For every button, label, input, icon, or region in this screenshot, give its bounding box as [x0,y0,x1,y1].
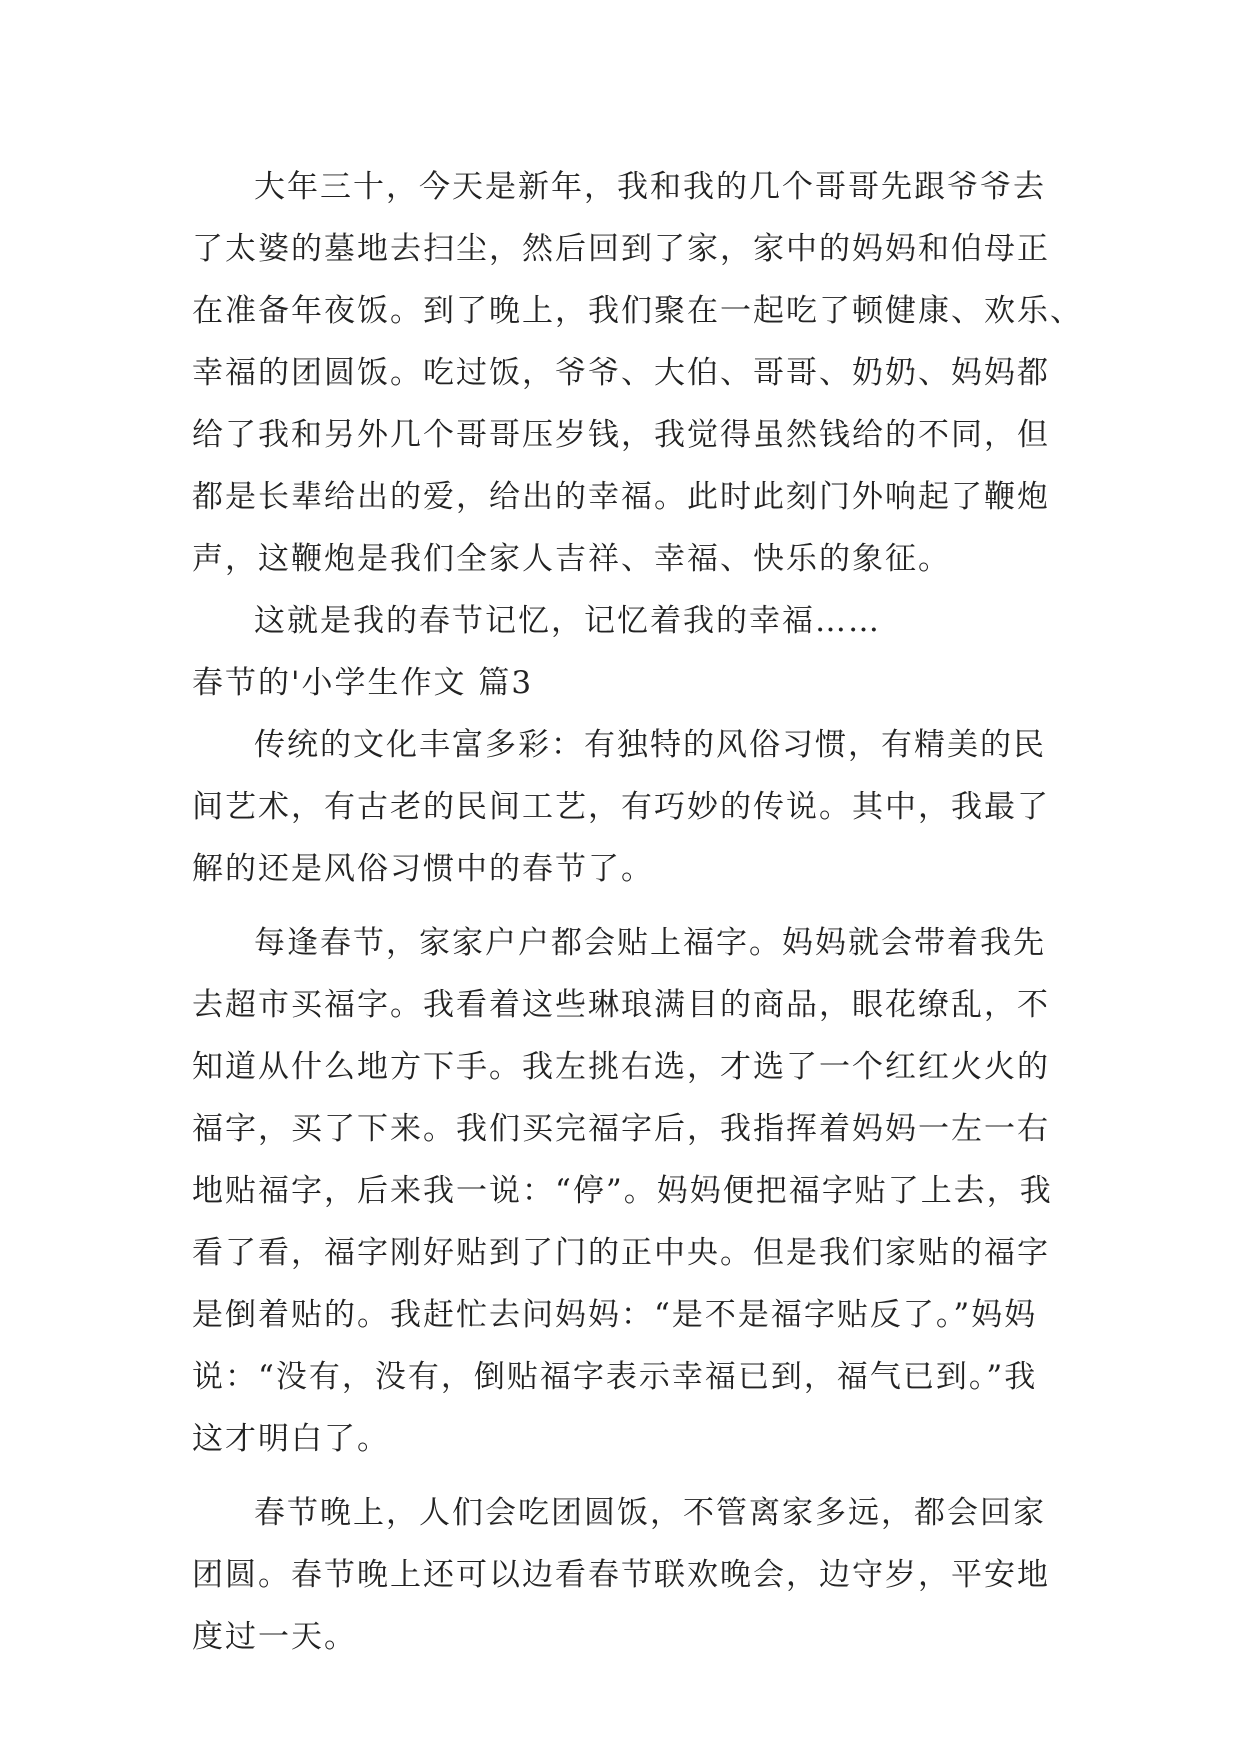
paragraph-new-year-eve [192,156,1083,590]
text-line: 福字，买了下来。我们买完福字后，我指挥着妈妈一左一右 [192,1111,1050,1147]
text-line: 间艺术，有古老的民间工艺，有巧妙的传说。其中，我最了 [192,789,1050,825]
text-line: 在准备年夜饭。到了晚上，我们聚在一起吃了顿健康、欢乐、 [192,293,1083,329]
text-line: 幸福的团圆饭。吃过饭，爷爷、大伯、哥哥、奶奶、妈妈都 [192,355,1050,391]
text-line: 每逢春节，家家户户都会贴上福字。妈妈就会带着我先 [254,925,1046,961]
text-line: 传统的文化丰富多彩：有独特的风俗习惯，有精美的民 [254,727,1046,763]
text-line: 给了我和另外几个哥哥压岁钱，我觉得虽然钱给的不同，但 [192,417,1050,453]
text-line: 说：“没有，没有，倒贴福字表示幸福已到，福气已到。”我 [192,1359,1038,1395]
heading-text: 春节的'小学生作文 篇3 [192,665,534,701]
text-line: 声，这鞭炮是我们全家人吉祥、幸福、快乐的象征。 [192,541,951,577]
text-line: 大年三十，今天是新年，我和我的几个哥哥先跟爷爷去 [254,169,1046,205]
text-line: 这才明白了。 [192,1421,390,1457]
paragraph-reunion-dinner [192,1482,1062,1668]
paragraph-fu-character [192,912,1062,1470]
text-line: 都是长辈给出的爱，给出的幸福。此时此刻门外响起了鞭炮 [192,479,1050,515]
text-line: 地贴福字，后来我一说：“停”。妈妈便把福字贴了上去，我 [192,1173,1053,1209]
paragraph-memory [192,590,1062,652]
text-line: 解的还是风俗习惯中的春节了。 [192,851,654,887]
text-line: 度过一天。 [192,1619,357,1655]
text-line: 知道从什么地方下手。我左挑右选，才选了一个红红火火的 [192,1049,1050,1085]
text-line: 春节晚上，人们会吃团圆饭，不管离家多远，都会回家 [254,1495,1046,1531]
text-line: 是倒着贴的。我赶忙去问妈妈：“是不是福字贴反了。”妈妈 [192,1297,1038,1333]
document-body [192,156,1083,1668]
paragraph-traditional-culture [192,714,1062,900]
text-line: 团圆。春节晚上还可以边看春节联欢晚会，边守岁，平安地 [192,1557,1050,1593]
text-line: 了太婆的墓地去扫尘，然后回到了家，家中的妈妈和伯母正 [192,231,1050,267]
text-line: 看了看，福字刚好贴到了门的正中央。但是我们家贴的福字 [192,1235,1050,1271]
text-line: 这就是我的春节记忆，记忆着我的幸福…… [254,603,881,639]
essay-heading [192,652,1062,714]
text-line: 去超市买福字。我看着这些琳琅满目的商品，眼花缭乱，不 [192,987,1050,1023]
